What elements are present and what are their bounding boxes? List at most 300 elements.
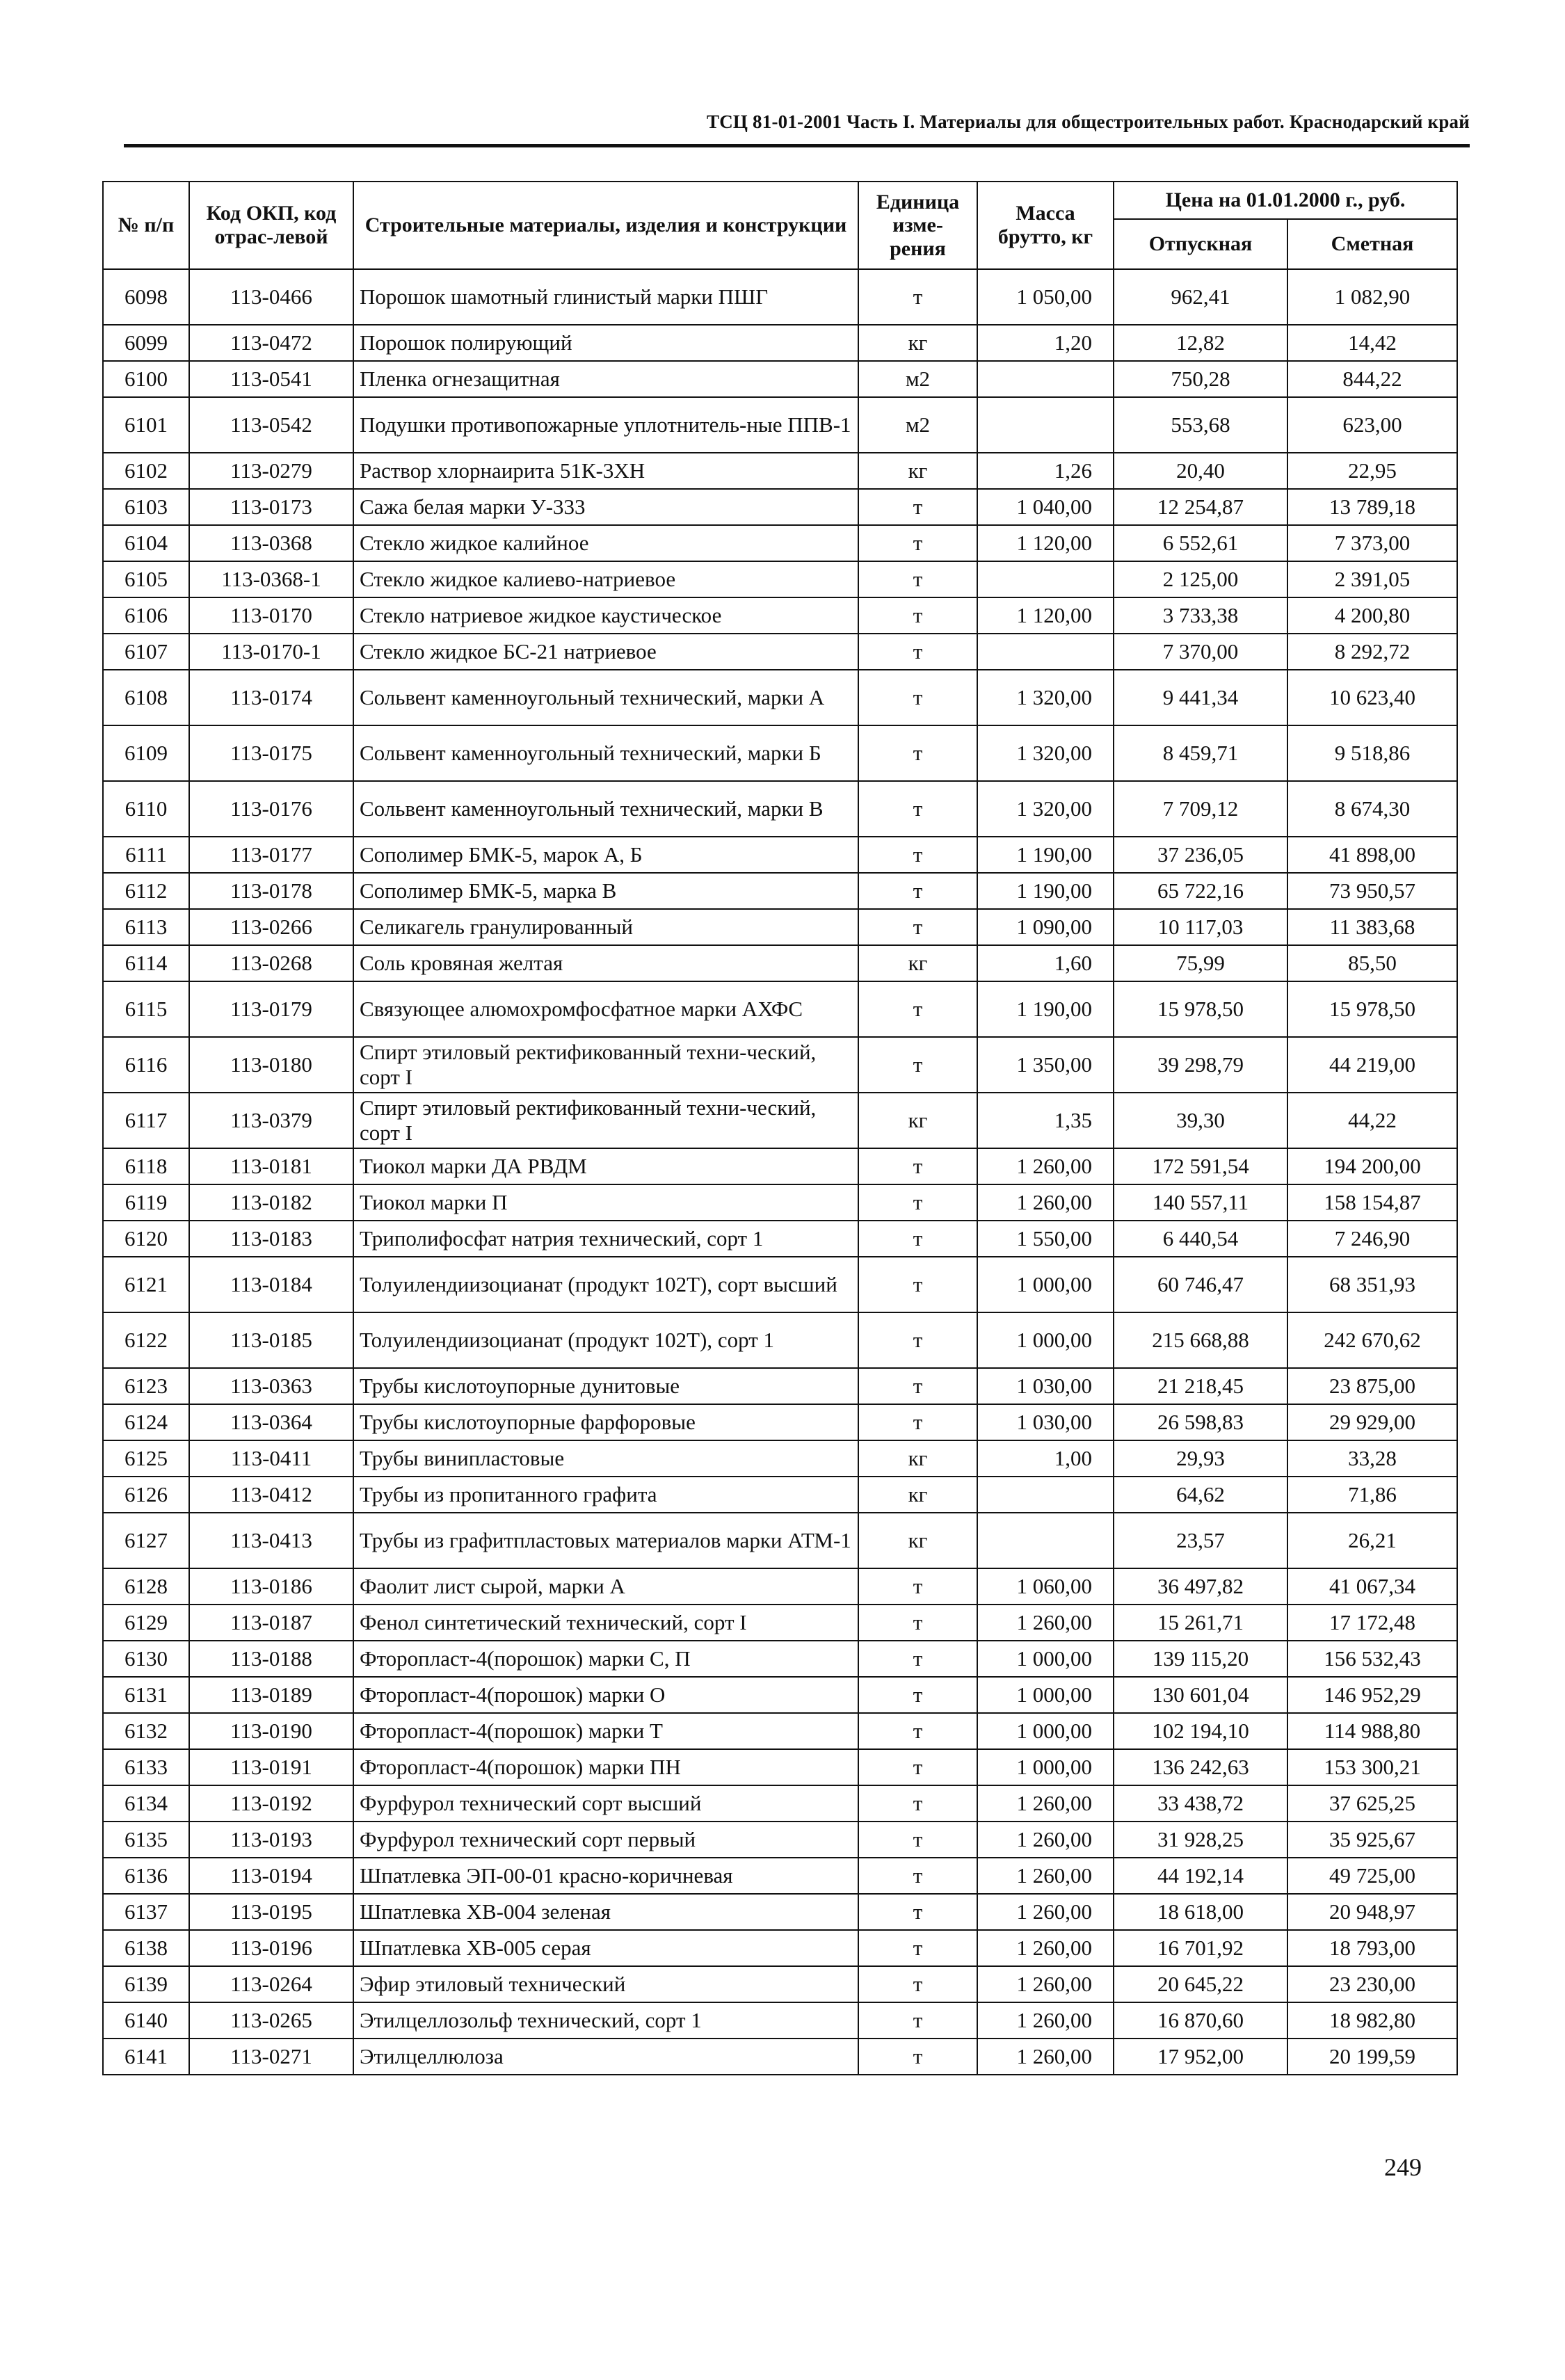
cell-material-name: Соль кровяная желтая bbox=[353, 945, 858, 981]
cell-mass: 1 120,00 bbox=[977, 525, 1114, 561]
cell-material-name: Шпатлевка ЭП-00-01 красно-коричневая bbox=[353, 1858, 858, 1894]
cell-code: 113-0413 bbox=[189, 1513, 353, 1568]
cell-price-estimate: 114 988,80 bbox=[1287, 1713, 1457, 1749]
cell-price-release: 36 497,82 bbox=[1114, 1568, 1287, 1605]
cell-num: 6132 bbox=[103, 1713, 189, 1749]
table-row bbox=[103, 597, 1457, 634]
cell-num: 6106 bbox=[103, 597, 189, 634]
cell-material-name: Сольвент каменноугольный технический, марки А bbox=[353, 670, 858, 725]
cell-num: 6117 bbox=[103, 1093, 189, 1148]
cell-material-name: Фторопласт-4(порошок) марки С, П bbox=[353, 1641, 858, 1677]
cell-unit: т bbox=[858, 1677, 977, 1713]
cell-mass: 1,20 bbox=[977, 325, 1114, 361]
cell-mass: 1 260,00 bbox=[977, 1858, 1114, 1894]
cell-material-name: Толуилендиизоцианат (продукт 102Т), сорт 1 bbox=[353, 1312, 858, 1368]
cell-num: 6126 bbox=[103, 1477, 189, 1513]
cell-price-estimate: 146 952,29 bbox=[1287, 1677, 1457, 1713]
cell-mass: 1 120,00 bbox=[977, 597, 1114, 634]
cell-unit: т bbox=[858, 1368, 977, 1404]
cell-material-name: Порошок полирующий bbox=[353, 325, 858, 361]
table-row bbox=[103, 1148, 1457, 1184]
table-row bbox=[103, 1477, 1457, 1513]
cell-unit: кг bbox=[858, 1093, 977, 1148]
cell-num: 6140 bbox=[103, 2002, 189, 2039]
cell-material-name: Стекло жидкое калиево-натриевое bbox=[353, 561, 858, 597]
cell-price-release: 18 618,00 bbox=[1114, 1894, 1287, 1930]
cell-num: 6109 bbox=[103, 725, 189, 781]
cell-mass: 1 260,00 bbox=[977, 1930, 1114, 1966]
cell-price-release: 12 254,87 bbox=[1114, 489, 1287, 525]
cell-code: 113-0196 bbox=[189, 1930, 353, 1966]
cell-code: 113-0195 bbox=[189, 1894, 353, 1930]
cell-price-release: 139 115,20 bbox=[1114, 1641, 1287, 1677]
cell-code: 113-0191 bbox=[189, 1749, 353, 1785]
cell-material-name: Триполифосфат натрия технический, сорт 1 bbox=[353, 1221, 858, 1257]
cell-price-estimate: 22,95 bbox=[1287, 453, 1457, 489]
cell-unit: т bbox=[858, 525, 977, 561]
cell-unit: т bbox=[858, 781, 977, 837]
cell-num: 6121 bbox=[103, 1257, 189, 1312]
cell-price-estimate: 18 982,80 bbox=[1287, 2002, 1457, 2039]
cell-mass: 1 060,00 bbox=[977, 1568, 1114, 1605]
table-row bbox=[103, 1822, 1457, 1858]
cell-material-name: Трубы кислотоупорные фарфоровые bbox=[353, 1404, 858, 1440]
cell-price-estimate: 8 292,72 bbox=[1287, 634, 1457, 670]
cell-price-release: 39,30 bbox=[1114, 1093, 1287, 1148]
cell-price-estimate: 41 898,00 bbox=[1287, 837, 1457, 873]
table-row bbox=[103, 981, 1457, 1037]
cell-price-estimate: 623,00 bbox=[1287, 397, 1457, 453]
cell-mass: 1 320,00 bbox=[977, 670, 1114, 725]
cell-price-release: 75,99 bbox=[1114, 945, 1287, 981]
cell-mass: 1 260,00 bbox=[977, 2002, 1114, 2039]
cell-material-name: Спирт этиловый ректификованный техни-ческий, сорт I bbox=[353, 1037, 858, 1093]
column-header-price-group: Цена на 01.01.2000 г., руб. bbox=[1114, 182, 1457, 219]
cell-price-estimate: 44 219,00 bbox=[1287, 1037, 1457, 1093]
cell-num: 6116 bbox=[103, 1037, 189, 1093]
cell-mass: 1 000,00 bbox=[977, 1312, 1114, 1368]
cell-mass: 1 190,00 bbox=[977, 981, 1114, 1037]
cell-mass: 1 090,00 bbox=[977, 909, 1114, 945]
cell-code: 113-0368-1 bbox=[189, 561, 353, 597]
cell-price-release: 172 591,54 bbox=[1114, 1148, 1287, 1184]
cell-material-name: Тиокол марки П bbox=[353, 1184, 858, 1221]
cell-code: 113-0193 bbox=[189, 1822, 353, 1858]
cell-price-release: 3 733,38 bbox=[1114, 597, 1287, 634]
cell-price-release: 6 552,61 bbox=[1114, 525, 1287, 561]
cell-price-estimate: 23 875,00 bbox=[1287, 1368, 1457, 1404]
cell-price-estimate: 1 082,90 bbox=[1287, 269, 1457, 325]
cell-mass bbox=[977, 1513, 1114, 1568]
cell-material-name: Стекло натриевое жидкое каустическое bbox=[353, 597, 858, 634]
cell-price-release: 29,93 bbox=[1114, 1440, 1287, 1477]
cell-material-name: Сольвент каменноугольный технический, марки В bbox=[353, 781, 858, 837]
cell-price-estimate: 4 200,80 bbox=[1287, 597, 1457, 634]
cell-material-name: Фторопласт-4(порошок) марки ПН bbox=[353, 1749, 858, 1785]
cell-unit: м2 bbox=[858, 397, 977, 453]
cell-code: 113-0177 bbox=[189, 837, 353, 873]
cell-num: 6118 bbox=[103, 1148, 189, 1184]
cell-num: 6111 bbox=[103, 837, 189, 873]
table-row bbox=[103, 1713, 1457, 1749]
cell-price-estimate: 18 793,00 bbox=[1287, 1930, 1457, 1966]
cell-price-release: 750,28 bbox=[1114, 361, 1287, 397]
cell-num: 6133 bbox=[103, 1749, 189, 1785]
cell-unit: т bbox=[858, 1184, 977, 1221]
cell-material-name: Пленка огнезащитная bbox=[353, 361, 858, 397]
cell-price-estimate: 15 978,50 bbox=[1287, 981, 1457, 1037]
cell-num: 6120 bbox=[103, 1221, 189, 1257]
table-row bbox=[103, 634, 1457, 670]
cell-code: 113-0368 bbox=[189, 525, 353, 561]
cell-code: 113-0194 bbox=[189, 1858, 353, 1894]
cell-num: 6135 bbox=[103, 1822, 189, 1858]
cell-material-name: Сополимер БМК-5, марка В bbox=[353, 873, 858, 909]
cell-num: 6124 bbox=[103, 1404, 189, 1440]
cell-mass: 1 190,00 bbox=[977, 837, 1114, 873]
cell-mass: 1 190,00 bbox=[977, 873, 1114, 909]
table-row bbox=[103, 561, 1457, 597]
cell-mass: 1 030,00 bbox=[977, 1368, 1114, 1404]
cell-price-release: 20 645,22 bbox=[1114, 1966, 1287, 2002]
cell-material-name: Трубы винипластовые bbox=[353, 1440, 858, 1477]
materials-price-table bbox=[102, 181, 1458, 2075]
cell-material-name: Сажа белая марки У-333 bbox=[353, 489, 858, 525]
table-row bbox=[103, 325, 1457, 361]
cell-num: 6129 bbox=[103, 1605, 189, 1641]
cell-code: 113-0183 bbox=[189, 1221, 353, 1257]
cell-price-estimate: 8 674,30 bbox=[1287, 781, 1457, 837]
cell-unit: т bbox=[858, 2002, 977, 2039]
table-row bbox=[103, 269, 1457, 325]
cell-code: 113-0541 bbox=[189, 361, 353, 397]
cell-unit: т bbox=[858, 1404, 977, 1440]
cell-num: 6123 bbox=[103, 1368, 189, 1404]
cell-mass: 1 260,00 bbox=[977, 1785, 1114, 1822]
table-row bbox=[103, 489, 1457, 525]
cell-mass: 1 260,00 bbox=[977, 1184, 1114, 1221]
cell-mass: 1 260,00 bbox=[977, 2039, 1114, 2075]
cell-price-estimate: 242 670,62 bbox=[1287, 1312, 1457, 1368]
cell-price-release: 15 978,50 bbox=[1114, 981, 1287, 1037]
cell-material-name: Эфир этиловый технический bbox=[353, 1966, 858, 2002]
cell-mass: 1 260,00 bbox=[977, 1148, 1114, 1184]
cell-material-name: Фторопласт-4(порошок) марки Т bbox=[353, 1713, 858, 1749]
cell-num: 6125 bbox=[103, 1440, 189, 1477]
cell-price-estimate: 71,86 bbox=[1287, 1477, 1457, 1513]
cell-mass: 1 000,00 bbox=[977, 1749, 1114, 1785]
cell-material-name: Подушки противопожарные уплотнитель-ные ППВ-1 bbox=[353, 397, 858, 453]
cell-price-release: 2 125,00 bbox=[1114, 561, 1287, 597]
table-row bbox=[103, 2039, 1457, 2075]
table-row bbox=[103, 1966, 1457, 2002]
cell-unit: т bbox=[858, 837, 977, 873]
cell-price-release: 553,68 bbox=[1114, 397, 1287, 453]
table-row bbox=[103, 945, 1457, 981]
cell-material-name: Этилцеллозольф технический, сорт 1 bbox=[353, 2002, 858, 2039]
cell-code: 113-0187 bbox=[189, 1605, 353, 1641]
cell-price-estimate: 156 532,43 bbox=[1287, 1641, 1457, 1677]
cell-unit: т bbox=[858, 1749, 977, 1785]
cell-unit: т bbox=[858, 909, 977, 945]
table-row bbox=[103, 1858, 1457, 1894]
cell-code: 113-0472 bbox=[189, 325, 353, 361]
cell-code: 113-0379 bbox=[189, 1093, 353, 1148]
cell-unit: т bbox=[858, 725, 977, 781]
cell-num: 6107 bbox=[103, 634, 189, 670]
table-row bbox=[103, 1749, 1457, 1785]
cell-price-release: 7 370,00 bbox=[1114, 634, 1287, 670]
cell-num: 6122 bbox=[103, 1312, 189, 1368]
cell-mass bbox=[977, 561, 1114, 597]
cell-price-release: 130 601,04 bbox=[1114, 1677, 1287, 1713]
cell-mass: 1 260,00 bbox=[977, 1822, 1114, 1858]
cell-code: 113-0176 bbox=[189, 781, 353, 837]
cell-num: 6134 bbox=[103, 1785, 189, 1822]
cell-price-release: 7 709,12 bbox=[1114, 781, 1287, 837]
cell-price-estimate: 85,50 bbox=[1287, 945, 1457, 981]
cell-price-estimate: 194 200,00 bbox=[1287, 1148, 1457, 1184]
cell-unit: т bbox=[858, 873, 977, 909]
cell-unit: т bbox=[858, 597, 977, 634]
cell-unit: т bbox=[858, 981, 977, 1037]
cell-material-name: Фторопласт-4(порошок) марки О bbox=[353, 1677, 858, 1713]
table-row bbox=[103, 1677, 1457, 1713]
cell-price-estimate: 44,22 bbox=[1287, 1093, 1457, 1148]
cell-material-name: Селикагель гранулированный bbox=[353, 909, 858, 945]
cell-price-estimate: 10 623,40 bbox=[1287, 670, 1457, 725]
cell-mass bbox=[977, 634, 1114, 670]
cell-num: 6113 bbox=[103, 909, 189, 945]
cell-code: 113-0189 bbox=[189, 1677, 353, 1713]
cell-mass bbox=[977, 361, 1114, 397]
cell-mass: 1,00 bbox=[977, 1440, 1114, 1477]
cell-num: 6105 bbox=[103, 561, 189, 597]
cell-price-release: 44 192,14 bbox=[1114, 1858, 1287, 1894]
cell-mass: 1 000,00 bbox=[977, 1641, 1114, 1677]
cell-price-estimate: 20 948,97 bbox=[1287, 1894, 1457, 1930]
document-header-title: ТСЦ 81-01-2001 Часть I. Материалы для общестроительных работ. Краснодарский край bbox=[707, 111, 1470, 132]
column-header-unit: Единица изме-рения bbox=[858, 182, 977, 269]
cell-num: 6100 bbox=[103, 361, 189, 397]
cell-mass: 1 260,00 bbox=[977, 1966, 1114, 2002]
cell-price-release: 15 261,71 bbox=[1114, 1605, 1287, 1641]
cell-material-name: Шпатлевка ХВ-004 зеленая bbox=[353, 1894, 858, 1930]
table-row bbox=[103, 781, 1457, 837]
cell-material-name: Стекло жидкое калийное bbox=[353, 525, 858, 561]
cell-price-release: 215 668,88 bbox=[1114, 1312, 1287, 1368]
cell-unit: т bbox=[858, 269, 977, 325]
cell-unit: т bbox=[858, 1966, 977, 2002]
cell-price-estimate: 20 199,59 bbox=[1287, 2039, 1457, 2075]
cell-unit: т bbox=[858, 1894, 977, 1930]
cell-mass: 1 350,00 bbox=[977, 1037, 1114, 1093]
cell-code: 113-0265 bbox=[189, 2002, 353, 2039]
cell-mass: 1 040,00 bbox=[977, 489, 1114, 525]
cell-code: 113-0364 bbox=[189, 1404, 353, 1440]
table-row bbox=[103, 1221, 1457, 1257]
cell-price-estimate: 7 373,00 bbox=[1287, 525, 1457, 561]
cell-price-estimate: 844,22 bbox=[1287, 361, 1457, 397]
cell-material-name: Шпатлевка ХВ-005 серая bbox=[353, 1930, 858, 1966]
cell-code: 113-0185 bbox=[189, 1312, 353, 1368]
cell-code: 113-0412 bbox=[189, 1477, 353, 1513]
cell-unit: т bbox=[858, 1785, 977, 1822]
cell-price-release: 8 459,71 bbox=[1114, 725, 1287, 781]
cell-mass: 1 260,00 bbox=[977, 1605, 1114, 1641]
cell-price-estimate: 158 154,87 bbox=[1287, 1184, 1457, 1221]
cell-num: 6136 bbox=[103, 1858, 189, 1894]
cell-material-name: Фенол синтетический технический, сорт I bbox=[353, 1605, 858, 1641]
cell-num: 6098 bbox=[103, 269, 189, 325]
cell-code: 113-0180 bbox=[189, 1037, 353, 1093]
cell-price-estimate: 33,28 bbox=[1287, 1440, 1457, 1477]
cell-mass: 1 030,00 bbox=[977, 1404, 1114, 1440]
cell-unit: кг bbox=[858, 1440, 977, 1477]
cell-code: 113-0190 bbox=[189, 1713, 353, 1749]
cell-price-release: 33 438,72 bbox=[1114, 1785, 1287, 1822]
column-header-price-estimate: Сметная bbox=[1287, 219, 1457, 269]
cell-price-release: 6 440,54 bbox=[1114, 1221, 1287, 1257]
table-row bbox=[103, 1184, 1457, 1221]
cell-price-estimate: 26,21 bbox=[1287, 1513, 1457, 1568]
cell-material-name: Фурфурол технический сорт первый bbox=[353, 1822, 858, 1858]
cell-material-name: Толуилендиизоцианат (продукт 102Т), сорт высший bbox=[353, 1257, 858, 1312]
table-body bbox=[103, 269, 1457, 2075]
table-row bbox=[103, 725, 1457, 781]
cell-price-release: 16 870,60 bbox=[1114, 2002, 1287, 2039]
cell-mass: 1,26 bbox=[977, 453, 1114, 489]
cell-price-release: 64,62 bbox=[1114, 1477, 1287, 1513]
cell-unit: кг bbox=[858, 1477, 977, 1513]
table-row bbox=[103, 1037, 1457, 1093]
cell-num: 6101 bbox=[103, 397, 189, 453]
cell-code: 113-0173 bbox=[189, 489, 353, 525]
table-row bbox=[103, 453, 1457, 489]
cell-mass: 1 050,00 bbox=[977, 269, 1114, 325]
cell-price-release: 12,82 bbox=[1114, 325, 1287, 361]
cell-unit: т bbox=[858, 1221, 977, 1257]
cell-code: 113-0188 bbox=[189, 1641, 353, 1677]
table-row bbox=[103, 1368, 1457, 1404]
cell-price-release: 26 598,83 bbox=[1114, 1404, 1287, 1440]
cell-num: 6112 bbox=[103, 873, 189, 909]
table-row bbox=[103, 1641, 1457, 1677]
cell-code: 113-0264 bbox=[189, 1966, 353, 2002]
cell-price-release: 21 218,45 bbox=[1114, 1368, 1287, 1404]
cell-price-estimate: 2 391,05 bbox=[1287, 561, 1457, 597]
cell-material-name: Порошок шамотный глинистый марки ПШГ bbox=[353, 269, 858, 325]
cell-unit: т bbox=[858, 2039, 977, 2075]
cell-unit: т bbox=[858, 1605, 977, 1641]
column-header-mass: Масса брутто, кг bbox=[977, 182, 1114, 269]
cell-mass bbox=[977, 397, 1114, 453]
column-header-name: Строительные материалы, изделия и конструкции bbox=[353, 182, 858, 269]
table-row bbox=[103, 1257, 1457, 1312]
cell-unit: т bbox=[858, 1822, 977, 1858]
cell-price-release: 23,57 bbox=[1114, 1513, 1287, 1568]
cell-num: 6128 bbox=[103, 1568, 189, 1605]
cell-num: 6110 bbox=[103, 781, 189, 837]
cell-price-estimate: 35 925,67 bbox=[1287, 1822, 1457, 1858]
cell-price-estimate: 17 172,48 bbox=[1287, 1605, 1457, 1641]
cell-mass: 1 320,00 bbox=[977, 725, 1114, 781]
table-row bbox=[103, 670, 1457, 725]
cell-price-release: 20,40 bbox=[1114, 453, 1287, 489]
cell-num: 6103 bbox=[103, 489, 189, 525]
cell-price-release: 962,41 bbox=[1114, 269, 1287, 325]
table-row bbox=[103, 1568, 1457, 1605]
table-row bbox=[103, 1440, 1457, 1477]
cell-code: 113-0170-1 bbox=[189, 634, 353, 670]
cell-material-name: Этилцеллюлоза bbox=[353, 2039, 858, 2075]
cell-unit: т bbox=[858, 1930, 977, 1966]
cell-unit: т bbox=[858, 1641, 977, 1677]
cell-price-release: 60 746,47 bbox=[1114, 1257, 1287, 1312]
cell-unit: т bbox=[858, 1037, 977, 1093]
cell-num: 6141 bbox=[103, 2039, 189, 2075]
cell-mass: 1,35 bbox=[977, 1093, 1114, 1148]
cell-unit: т bbox=[858, 1858, 977, 1894]
header-divider bbox=[124, 144, 1470, 147]
cell-num: 6130 bbox=[103, 1641, 189, 1677]
cell-price-release: 140 557,11 bbox=[1114, 1184, 1287, 1221]
table-row bbox=[103, 1312, 1457, 1368]
cell-num: 6099 bbox=[103, 325, 189, 361]
cell-unit: м2 bbox=[858, 361, 977, 397]
cell-code: 113-0179 bbox=[189, 981, 353, 1037]
cell-mass: 1 000,00 bbox=[977, 1677, 1114, 1713]
table-row bbox=[103, 1785, 1457, 1822]
cell-code: 113-0271 bbox=[189, 2039, 353, 2075]
table-row bbox=[103, 1093, 1457, 1148]
cell-price-release: 65 722,16 bbox=[1114, 873, 1287, 909]
table-row bbox=[103, 1513, 1457, 1568]
page-number: 249 bbox=[1384, 2153, 1422, 2181]
cell-price-release: 10 117,03 bbox=[1114, 909, 1287, 945]
cell-price-release: 16 701,92 bbox=[1114, 1930, 1287, 1966]
cell-price-estimate: 23 230,00 bbox=[1287, 1966, 1457, 2002]
cell-num: 6114 bbox=[103, 945, 189, 981]
column-header-price-release: Отпускная bbox=[1114, 219, 1287, 269]
cell-code: 113-0186 bbox=[189, 1568, 353, 1605]
cell-num: 6137 bbox=[103, 1894, 189, 1930]
column-header-num: № п/п bbox=[103, 182, 189, 269]
table-row bbox=[103, 837, 1457, 873]
cell-price-release: 9 441,34 bbox=[1114, 670, 1287, 725]
cell-price-estimate: 29 929,00 bbox=[1287, 1404, 1457, 1440]
column-header-code: Код ОКП, код отрас-левой bbox=[189, 182, 353, 269]
cell-code: 113-0184 bbox=[189, 1257, 353, 1312]
cell-code: 113-0411 bbox=[189, 1440, 353, 1477]
cell-unit: т bbox=[858, 634, 977, 670]
cell-price-release: 136 242,63 bbox=[1114, 1749, 1287, 1785]
cell-unit: т bbox=[858, 1257, 977, 1312]
cell-code: 113-0363 bbox=[189, 1368, 353, 1404]
cell-unit: т bbox=[858, 1713, 977, 1749]
cell-material-name: Раствор хлорнаирита 51К-3ХН bbox=[353, 453, 858, 489]
cell-material-name: Тиокол марки ДА РВДМ bbox=[353, 1148, 858, 1184]
cell-code: 113-0181 bbox=[189, 1148, 353, 1184]
cell-material-name: Сополимер БМК-5, марок А, Б bbox=[353, 837, 858, 873]
table-row bbox=[103, 909, 1457, 945]
cell-price-release: 39 298,79 bbox=[1114, 1037, 1287, 1093]
cell-mass: 1 000,00 bbox=[977, 1713, 1114, 1749]
cell-num: 6115 bbox=[103, 981, 189, 1037]
cell-code: 113-0175 bbox=[189, 725, 353, 781]
cell-code: 113-0192 bbox=[189, 1785, 353, 1822]
cell-mass: 1,60 bbox=[977, 945, 1114, 981]
